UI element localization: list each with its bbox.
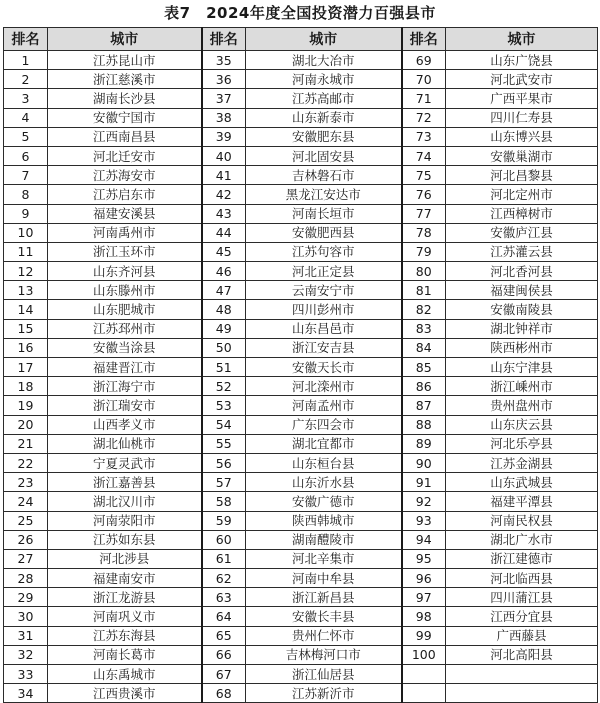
city-cell: 山东滕州市 — [48, 281, 202, 300]
city-cell: 湖北大冶市 — [246, 51, 402, 70]
city-cell: 广西藤县 — [446, 626, 598, 645]
city-cell: 湖北汉川市 — [48, 492, 202, 511]
city-cell: 浙江龙游县 — [48, 588, 202, 607]
rank-cell: 30 — [4, 607, 48, 626]
city-cell: 河北乐亭县 — [446, 434, 598, 453]
rank-cell: 13 — [4, 281, 48, 300]
rank-cell: 53 — [202, 396, 246, 415]
header-rank: 排名 — [402, 28, 446, 51]
rank-cell: 48 — [202, 300, 246, 319]
city-cell: 宁夏灵武市 — [48, 453, 202, 472]
city-cell: 广东四会市 — [246, 415, 402, 434]
rank-cell: 33 — [4, 665, 48, 684]
city-cell: 浙江安吉县 — [246, 338, 402, 357]
rank-cell: 100 — [402, 645, 446, 664]
rank-cell: 35 — [202, 51, 246, 70]
rank-cell: 83 — [402, 319, 446, 338]
table-row — [4, 530, 598, 549]
rank-cell: 60 — [202, 530, 246, 549]
city-cell: 浙江玉环市 — [48, 242, 202, 261]
city-cell: 安徽宁国市 — [48, 108, 202, 127]
city-cell: 安徽肥东县 — [246, 127, 402, 146]
rank-cell: 93 — [402, 511, 446, 530]
rank-cell: 31 — [4, 626, 48, 645]
city-cell: 山东庆云县 — [446, 415, 598, 434]
table-row — [4, 396, 598, 415]
rank-cell: 55 — [202, 434, 246, 453]
rank-cell: 11 — [4, 242, 48, 261]
city-cell: 安徽天长市 — [246, 358, 402, 377]
city-cell: 浙江慈溪市 — [48, 70, 202, 89]
rank-cell: 66 — [202, 645, 246, 664]
city-cell: 吉林磐石市 — [246, 166, 402, 185]
rank-cell: 27 — [4, 549, 48, 568]
city-cell: 四川彭州市 — [246, 300, 402, 319]
rank-cell: 5 — [4, 127, 48, 146]
city-cell — [446, 665, 598, 684]
table-row — [4, 607, 598, 626]
rank-cell: 40 — [202, 146, 246, 165]
city-cell: 浙江仙居县 — [246, 665, 402, 684]
rank-cell: 38 — [202, 108, 246, 127]
rank-cell: 14 — [4, 300, 48, 319]
rank-cell: 86 — [402, 377, 446, 396]
table-row — [4, 223, 598, 242]
table-row — [4, 453, 598, 472]
city-cell: 湖北广水市 — [446, 530, 598, 549]
rank-cell: 10 — [4, 223, 48, 242]
rank-cell: 57 — [202, 473, 246, 492]
city-cell: 福建安溪县 — [48, 204, 202, 223]
city-cell: 江苏句容市 — [246, 242, 402, 261]
city-cell: 四川蒲江县 — [446, 588, 598, 607]
table-row — [4, 549, 598, 568]
rank-cell: 99 — [402, 626, 446, 645]
rank-cell: 74 — [402, 146, 446, 165]
table-row — [4, 146, 598, 165]
rank-cell: 72 — [402, 108, 446, 127]
rank-cell: 6 — [4, 146, 48, 165]
city-cell: 云南安宁市 — [246, 281, 402, 300]
table-row — [4, 281, 598, 300]
city-cell: 河南孟州市 — [246, 396, 402, 415]
city-cell: 四川仁寿县 — [446, 108, 598, 127]
city-cell: 河北香河县 — [446, 262, 598, 281]
rank-cell: 9 — [4, 204, 48, 223]
city-cell: 河北滦州市 — [246, 377, 402, 396]
city-cell: 山东博兴县 — [446, 127, 598, 146]
rank-cell: 16 — [4, 338, 48, 357]
table-row — [4, 319, 598, 338]
table-row — [4, 358, 598, 377]
rank-cell: 50 — [202, 338, 246, 357]
rank-cell: 62 — [202, 569, 246, 588]
rank-cell: 24 — [4, 492, 48, 511]
rank-cell: 73 — [402, 127, 446, 146]
rank-cell: 49 — [202, 319, 246, 338]
city-cell: 河北正定县 — [246, 262, 402, 281]
rank-cell: 58 — [202, 492, 246, 511]
table-row — [4, 626, 598, 645]
city-cell: 山西孝义市 — [48, 415, 202, 434]
city-cell: 江苏邳州市 — [48, 319, 202, 338]
city-cell: 山东昌邑市 — [246, 319, 402, 338]
rank-cell: 17 — [4, 358, 48, 377]
table-row — [4, 166, 598, 185]
city-cell: 江苏新沂市 — [246, 684, 402, 703]
rank-cell: 2 — [4, 70, 48, 89]
rank-cell: 1 — [4, 51, 48, 70]
rank-cell: 69 — [402, 51, 446, 70]
city-cell: 河北定州市 — [446, 185, 598, 204]
city-cell: 福建南安市 — [48, 569, 202, 588]
rank-cell: 80 — [402, 262, 446, 281]
table-row — [4, 434, 598, 453]
table-row — [4, 645, 598, 664]
city-cell: 山东禹城市 — [48, 665, 202, 684]
city-cell: 山东沂水县 — [246, 473, 402, 492]
city-cell: 湖北宜都市 — [246, 434, 402, 453]
table-row — [4, 338, 598, 357]
city-cell: 河南永城市 — [246, 70, 402, 89]
rank-cell: 77 — [402, 204, 446, 223]
rank-cell: 91 — [402, 473, 446, 492]
city-cell: 安徽肥西县 — [246, 223, 402, 242]
city-cell: 安徽南陵县 — [446, 300, 598, 319]
city-cell: 江西南昌县 — [48, 127, 202, 146]
city-cell: 黑龙江安达市 — [246, 185, 402, 204]
rank-cell — [402, 665, 446, 684]
city-cell: 河南长葛市 — [48, 645, 202, 664]
rank-cell: 3 — [4, 89, 48, 108]
table-row — [4, 300, 598, 319]
rank-cell: 84 — [402, 338, 446, 357]
rank-cell: 78 — [402, 223, 446, 242]
rank-cell: 4 — [4, 108, 48, 127]
rank-cell: 89 — [402, 434, 446, 453]
header-city: 城市 — [446, 28, 598, 51]
rank-cell: 37 — [202, 89, 246, 108]
rank-cell: 47 — [202, 281, 246, 300]
city-cell: 江苏昆山市 — [48, 51, 202, 70]
city-cell: 湖南醴陵市 — [246, 530, 402, 549]
header-rank: 排名 — [4, 28, 48, 51]
city-cell: 河北昌黎县 — [446, 166, 598, 185]
table-row — [4, 377, 598, 396]
city-cell: 河北高阳县 — [446, 645, 598, 664]
city-cell: 河北固安县 — [246, 146, 402, 165]
table-row — [4, 262, 598, 281]
rank-cell: 51 — [202, 358, 246, 377]
rank-cell: 8 — [4, 185, 48, 204]
rank-cell: 44 — [202, 223, 246, 242]
city-cell: 浙江瑞安市 — [48, 396, 202, 415]
city-cell: 福建闽侯县 — [446, 281, 598, 300]
city-cell: 江苏高邮市 — [246, 89, 402, 108]
rank-cell: 65 — [202, 626, 246, 645]
city-cell: 江苏如东县 — [48, 530, 202, 549]
city-cell: 河南长垣市 — [246, 204, 402, 223]
city-cell: 河南中牟县 — [246, 569, 402, 588]
rank-cell: 42 — [202, 185, 246, 204]
city-cell: 河北涉县 — [48, 549, 202, 568]
table-row — [4, 242, 598, 261]
city-cell: 河北迁安市 — [48, 146, 202, 165]
city-cell: 江苏启东市 — [48, 185, 202, 204]
table-row — [4, 108, 598, 127]
rank-cell: 68 — [202, 684, 246, 703]
city-cell: 贵州盘州市 — [446, 396, 598, 415]
table-row — [4, 415, 598, 434]
rank-cell: 41 — [202, 166, 246, 185]
table-row — [4, 684, 598, 703]
city-cell: 江苏东海县 — [48, 626, 202, 645]
table-row — [4, 127, 598, 146]
rank-cell: 63 — [202, 588, 246, 607]
rank-cell: 71 — [402, 89, 446, 108]
city-cell: 江苏海安市 — [48, 166, 202, 185]
rank-cell: 29 — [4, 588, 48, 607]
city-cell: 安徽当涂县 — [48, 338, 202, 357]
table-row — [4, 588, 598, 607]
city-cell: 山东广饶县 — [446, 51, 598, 70]
city-cell: 陕西彬州市 — [446, 338, 598, 357]
rank-cell — [402, 684, 446, 703]
rank-cell: 98 — [402, 607, 446, 626]
rank-cell: 26 — [4, 530, 48, 549]
table-row — [4, 665, 598, 684]
city-cell: 河北武安市 — [446, 70, 598, 89]
city-cell: 安徽长丰县 — [246, 607, 402, 626]
rank-cell: 56 — [202, 453, 246, 472]
city-cell: 江西樟树市 — [446, 204, 598, 223]
rank-cell: 28 — [4, 569, 48, 588]
city-cell: 广西平果市 — [446, 89, 598, 108]
rank-cell: 19 — [4, 396, 48, 415]
city-cell: 河北辛集市 — [246, 549, 402, 568]
header-city: 城市 — [48, 28, 202, 51]
city-cell: 湖北钟祥市 — [446, 319, 598, 338]
rank-cell: 15 — [4, 319, 48, 338]
table-row — [4, 492, 598, 511]
table-row — [4, 89, 598, 108]
rank-cell: 46 — [202, 262, 246, 281]
rank-cell: 94 — [402, 530, 446, 549]
rank-cell: 92 — [402, 492, 446, 511]
city-cell: 河南禹州市 — [48, 223, 202, 242]
rank-cell: 85 — [402, 358, 446, 377]
city-cell: 山东桓台县 — [246, 453, 402, 472]
city-cell: 浙江嵊州市 — [446, 377, 598, 396]
rank-cell: 32 — [4, 645, 48, 664]
table-row — [4, 204, 598, 223]
city-cell: 河北临西县 — [446, 569, 598, 588]
city-cell: 浙江建德市 — [446, 549, 598, 568]
city-cell: 福建晋江市 — [48, 358, 202, 377]
city-cell: 河南荥阳市 — [48, 511, 202, 530]
rank-cell: 76 — [402, 185, 446, 204]
city-cell: 贵州仁怀市 — [246, 626, 402, 645]
city-cell — [446, 684, 598, 703]
city-cell: 浙江嘉善县 — [48, 473, 202, 492]
rank-cell: 82 — [402, 300, 446, 319]
city-cell: 湖北仙桃市 — [48, 434, 202, 453]
rank-cell: 61 — [202, 549, 246, 568]
city-cell: 吉林梅河口市 — [246, 645, 402, 664]
table-row — [4, 185, 598, 204]
rank-cell: 34 — [4, 684, 48, 703]
rank-cell: 52 — [202, 377, 246, 396]
header-row — [4, 28, 598, 51]
ranking-table — [3, 27, 598, 703]
rank-cell: 7 — [4, 166, 48, 185]
rank-cell: 81 — [402, 281, 446, 300]
city-cell: 江苏灌云县 — [446, 242, 598, 261]
city-cell: 山东新泰市 — [246, 108, 402, 127]
city-cell: 福建平潭县 — [446, 492, 598, 511]
city-cell: 山东齐河县 — [48, 262, 202, 281]
city-cell: 河南民权县 — [446, 511, 598, 530]
rank-cell: 25 — [4, 511, 48, 530]
rank-cell: 90 — [402, 453, 446, 472]
rank-cell: 75 — [402, 166, 446, 185]
rank-cell: 64 — [202, 607, 246, 626]
rank-cell: 21 — [4, 434, 48, 453]
rank-cell: 96 — [402, 569, 446, 588]
table-row — [4, 51, 598, 70]
city-cell: 江西贵溪市 — [48, 684, 202, 703]
rank-cell: 59 — [202, 511, 246, 530]
rank-cell: 95 — [402, 549, 446, 568]
city-cell: 山东武城县 — [446, 473, 598, 492]
header-rank: 排名 — [202, 28, 246, 51]
rank-cell: 18 — [4, 377, 48, 396]
table-row — [4, 70, 598, 89]
rank-cell: 12 — [4, 262, 48, 281]
rank-cell: 43 — [202, 204, 246, 223]
rank-cell: 70 — [402, 70, 446, 89]
city-cell: 浙江新昌县 — [246, 588, 402, 607]
rank-cell: 88 — [402, 415, 446, 434]
city-cell: 安徽巢湖市 — [446, 146, 598, 165]
city-cell: 山东宁津县 — [446, 358, 598, 377]
city-cell: 河南巩义市 — [48, 607, 202, 626]
city-cell: 江苏金湖县 — [446, 453, 598, 472]
rank-cell: 23 — [4, 473, 48, 492]
city-cell: 山东肥城市 — [48, 300, 202, 319]
rank-cell: 39 — [202, 127, 246, 146]
city-cell: 浙江海宁市 — [48, 377, 202, 396]
header-city: 城市 — [246, 28, 402, 51]
rank-cell: 87 — [402, 396, 446, 415]
table-row — [4, 511, 598, 530]
city-cell: 江西分宜县 — [446, 607, 598, 626]
rank-cell: 67 — [202, 665, 246, 684]
rank-cell: 20 — [4, 415, 48, 434]
city-cell: 安徽广德市 — [246, 492, 402, 511]
city-cell: 安徽庐江县 — [446, 223, 598, 242]
city-cell: 湖南长沙县 — [48, 89, 202, 108]
rank-cell: 45 — [202, 242, 246, 261]
table-title: 表7 2024年度全国投资潜力百强县市 — [164, 4, 436, 22]
city-cell: 陕西韩城市 — [246, 511, 402, 530]
rank-cell: 36 — [202, 70, 246, 89]
rank-cell: 97 — [402, 588, 446, 607]
table-row — [4, 569, 598, 588]
rank-cell: 22 — [4, 453, 48, 472]
rank-cell: 79 — [402, 242, 446, 261]
rank-cell: 54 — [202, 415, 246, 434]
table-row — [4, 473, 598, 492]
